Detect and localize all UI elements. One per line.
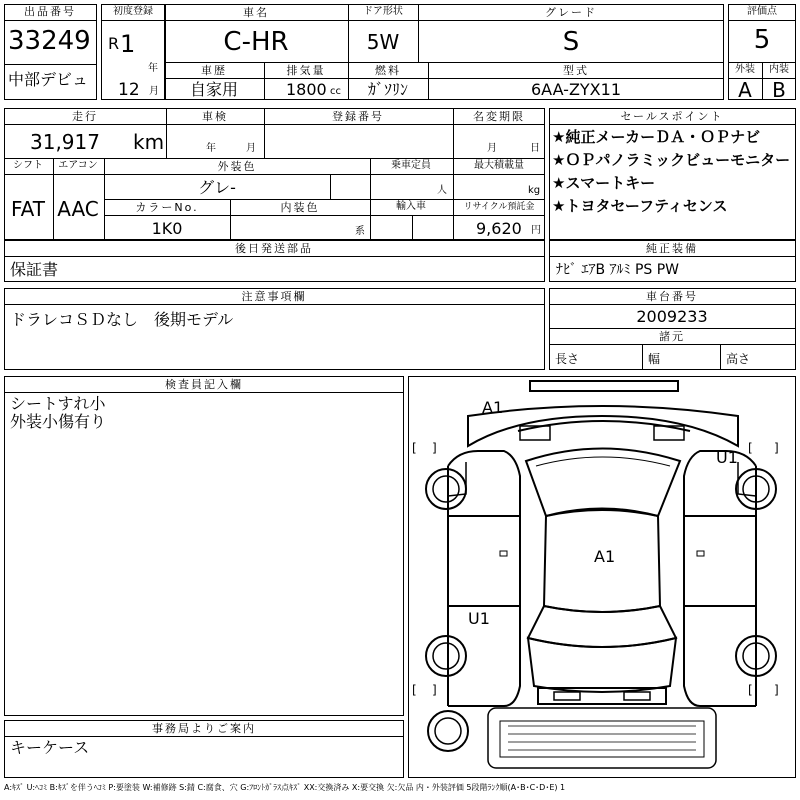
- sales-point-item: ★ＯＰパノラミックビューモニター: [552, 151, 791, 169]
- ext-score-value: A: [738, 78, 752, 102]
- color-no-label: カラーNo.: [135, 201, 199, 214]
- mileage-unit: km: [133, 130, 165, 154]
- int-score-value: B: [772, 78, 786, 102]
- history-value: 自家用: [189, 80, 239, 99]
- dims-width: 幅: [648, 352, 661, 366]
- import-label: 輸入車: [396, 201, 426, 212]
- inspection-label: 車検: [202, 110, 228, 123]
- displacement-unit: cc: [330, 86, 341, 97]
- max-load-unit: kg: [528, 185, 541, 196]
- svg-text:[: [: [412, 441, 417, 455]
- interior-color-unit: 系: [355, 226, 365, 237]
- chassis-label: 車台番号: [646, 290, 698, 303]
- reg-number-label: 登録番号: [332, 110, 384, 123]
- legend-text: A:ｷｽﾞ U:ﾍｺﾐ B:ｷｽﾞを伴うﾍｺﾐ P:要塗装 W:補修跡 S:錆 C:腐食、穴 G:ﾌﾛﾝﾄｶﾞﾗｽ点ｷｽﾞ XX:交換済み X:要交換 欠:欠品 内・外装評価 5段階ﾗﾝｸ順(A･B･C･D･E) 1: [4, 783, 566, 792]
- name-change-day-unit: 日: [530, 143, 540, 154]
- sales-point-item: ★トヨタセーフティセンス: [552, 197, 728, 215]
- displacement-value: 1800: [286, 80, 327, 99]
- office-value: キーケース: [10, 738, 90, 757]
- equipment-label: 純正装備: [646, 242, 698, 255]
- hood-part: [468, 406, 738, 446]
- model-value: 6AA-ZYX11: [531, 80, 621, 99]
- first-reg-year: 1: [120, 30, 136, 58]
- svg-text:[: [: [748, 441, 753, 455]
- shift-value: FAT: [10, 197, 46, 221]
- later-parts-value: 保証書: [10, 260, 59, 279]
- grade-label: グレード: [545, 6, 597, 19]
- office-label: 事務局よりご案内: [152, 722, 256, 735]
- spare-tire: [428, 711, 468, 751]
- exterior-color-label: 外装色: [217, 160, 257, 173]
- inspection-month-unit: 月: [246, 143, 256, 154]
- aircon-value: AAC: [57, 197, 99, 221]
- dims-length: 長さ: [555, 352, 580, 366]
- svg-text:]: ]: [432, 441, 437, 455]
- score-label: 評価点: [747, 6, 777, 17]
- car-name-label: 車名: [243, 6, 269, 19]
- first-reg-month-unit: 月: [149, 86, 159, 97]
- ext-score-label: 外装: [735, 64, 755, 75]
- recycle-label: リサイクル預託金: [463, 202, 535, 212]
- color-no-value: 1K0: [151, 219, 183, 238]
- inspector-line: シートすれ小: [10, 394, 106, 413]
- sales-point-item: ★純正メーカーＤＡ・ＯＰナビ: [552, 128, 761, 146]
- damage-mark: A1: [482, 398, 504, 417]
- first-reg-label: 初度登録: [113, 6, 153, 17]
- mileage-label: 走行: [72, 110, 98, 123]
- inspector-label: 検査員記入欄: [165, 378, 243, 391]
- history-label: 車歴: [201, 64, 227, 77]
- model-label: 型式: [563, 64, 589, 77]
- front-bumper-part: [530, 381, 678, 391]
- svg-text:]: ]: [432, 683, 437, 697]
- damage-mark: A1: [594, 547, 616, 566]
- mileage-value: 31,917: [30, 130, 100, 154]
- venue-label: 中部デビュ: [8, 70, 89, 89]
- chassis-value: 2009233: [636, 307, 708, 326]
- lot-label: 出品番号: [24, 5, 76, 18]
- first-reg-year-unit: 年: [148, 63, 158, 74]
- door-value: 5W: [366, 30, 400, 54]
- aircon-label: エアコン: [58, 160, 98, 171]
- fuel-label: 燃料: [375, 64, 401, 77]
- exterior-color-value: グレ-: [198, 178, 236, 197]
- svg-text:]: ]: [774, 441, 779, 455]
- interior-color-label: 内装色: [280, 201, 320, 214]
- notes-value: ドラレコＳＤなし 後期モデル: [10, 310, 234, 329]
- first-reg-era: R: [108, 34, 120, 53]
- dims-height: 高さ: [726, 352, 751, 366]
- shift-label: シフト: [13, 160, 43, 171]
- sales-points-label: セールスポイント: [620, 110, 724, 123]
- inspection-year-unit: 年: [206, 143, 216, 154]
- right-side-part: [684, 448, 756, 706]
- capacity-unit: 人: [437, 185, 447, 196]
- int-score-label: 内装: [769, 64, 789, 75]
- windshield-part: [526, 449, 680, 517]
- fuel-value: ｶﾞｿﾘﾝ: [367, 80, 409, 99]
- car-diagram: [408, 376, 796, 778]
- sales-point-item: ★スマートキー: [552, 174, 656, 192]
- capacity-label: 乗車定員: [391, 160, 431, 171]
- max-load-label: 最大積載量: [474, 160, 524, 171]
- door-label: ドア形状: [363, 6, 403, 17]
- recycle-unit: 円: [531, 225, 541, 236]
- recycle-value: 9,620: [476, 219, 522, 238]
- dims-label: 諸元: [659, 330, 685, 343]
- first-reg-month: 12: [118, 80, 140, 100]
- grade-value: S: [562, 27, 580, 57]
- wheel-front-left: [426, 469, 466, 509]
- car-name-value: C-HR: [223, 27, 289, 57]
- damage-mark: U1: [716, 448, 738, 467]
- name-change-month-unit: 月: [487, 143, 497, 154]
- damage-mark: U1: [468, 609, 490, 628]
- inspector-line: 外装小傷有り: [10, 412, 107, 431]
- svg-text:[: [: [748, 683, 753, 697]
- later-parts-label: 後日発送部品: [235, 242, 313, 255]
- notes-label: 注意事項欄: [241, 290, 307, 303]
- displacement-label: 排気量: [286, 64, 326, 77]
- name-change-label: 名変期限: [473, 110, 525, 123]
- wheel-rear-left: [426, 636, 466, 676]
- lot-number: 33249: [8, 26, 91, 56]
- svg-text:]: ]: [774, 683, 779, 697]
- equipment-value: ﾅﾋﾞ ｴｱB ｱﾙﾐ PS PW: [556, 262, 680, 278]
- score-value: 5: [753, 25, 771, 55]
- svg-text:[: [: [412, 683, 417, 697]
